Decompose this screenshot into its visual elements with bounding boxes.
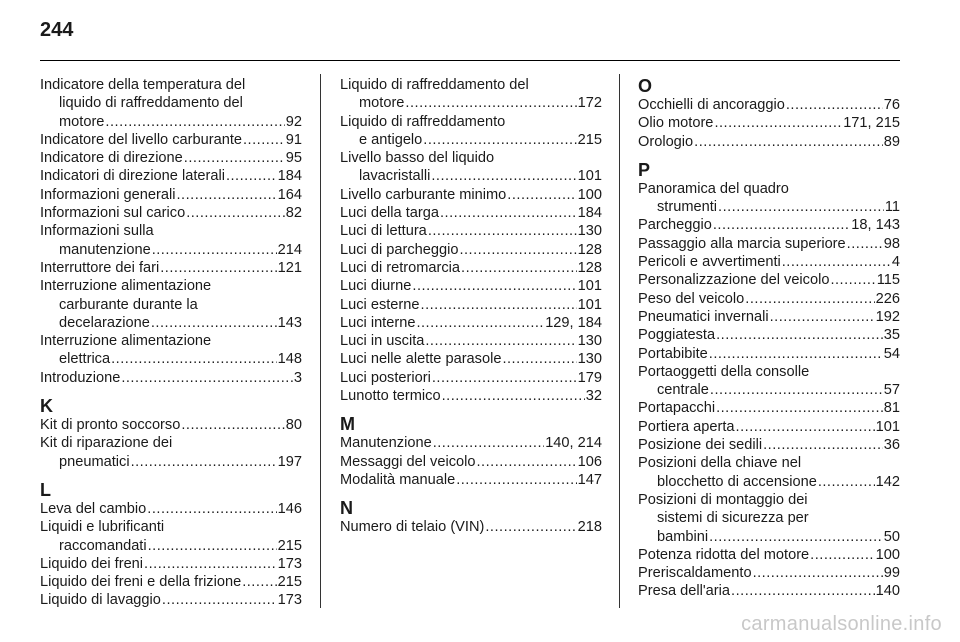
entry-term: Interruttore dei fari <box>40 259 160 276</box>
entry-page-numbers: 4 <box>891 254 900 271</box>
dot-leader <box>151 314 277 332</box>
entry-page-numbers: 11 <box>884 199 900 216</box>
entry-page-numbers: 99 <box>883 565 900 582</box>
entry-term: Livello basso del liquido <box>340 150 495 167</box>
entry-page-numbers: 95 <box>285 150 302 167</box>
entry-page-numbers: 140, 214 <box>545 435 602 452</box>
index-entry <box>638 114 900 132</box>
index-entry <box>340 350 602 368</box>
entry-page-numbers: 101 <box>577 278 602 295</box>
dot-leader <box>818 473 875 491</box>
dot-leader <box>431 167 576 185</box>
entry-page-numbers: 50 <box>883 528 900 545</box>
dot-leader <box>421 296 577 314</box>
entry-term: Luci diurne <box>340 278 412 295</box>
index-entry <box>40 591 302 609</box>
index-entry <box>340 434 602 452</box>
entry-page-numbers: 121 <box>277 259 302 276</box>
dot-leader <box>242 573 276 591</box>
index-entry <box>638 491 900 546</box>
entry-page-numbers: 130 <box>577 333 602 350</box>
index-letter-heading: L <box>40 479 51 500</box>
dot-leader <box>716 399 883 417</box>
dot-leader <box>440 204 577 222</box>
dot-leader <box>485 518 576 536</box>
dot-leader <box>226 167 277 185</box>
index-group <box>40 76 302 387</box>
entry-term: Interruzione alimentazione <box>40 333 212 350</box>
entry-page-numbers: 98 <box>883 235 900 252</box>
index-group <box>340 414 602 489</box>
index-entry <box>638 436 900 454</box>
entry-term: Liquido di raffreddamento <box>340 113 506 130</box>
dot-leader <box>847 235 883 253</box>
dot-leader <box>162 591 277 609</box>
column-separator <box>619 74 620 608</box>
index-entry <box>40 167 302 185</box>
entry-page-numbers: 192 <box>875 308 900 325</box>
index-column-3 <box>638 76 900 601</box>
index-entry <box>340 369 602 387</box>
entry-page-numbers: 89 <box>883 133 900 150</box>
entry-term: Liquido dei freni e della frizione <box>40 574 242 591</box>
index-letter-heading: M <box>340 414 355 435</box>
entry-term: Portaoggetti della consolle <box>638 363 810 380</box>
entry-term: motore <box>59 113 105 130</box>
entry-term: Livello carburante minimo <box>340 186 507 203</box>
entry-page-numbers: 128 <box>577 259 602 276</box>
entry-page-numbers: 173 <box>277 592 302 609</box>
entry-term: Liquido di lavaggio <box>40 592 161 609</box>
index-entry <box>638 345 900 363</box>
entry-term: Indicatore di direzione <box>40 150 183 167</box>
entry-term: elettrica <box>59 351 111 368</box>
dot-leader <box>753 564 883 582</box>
dot-leader <box>716 326 883 344</box>
entry-page-numbers: 81 <box>883 400 900 417</box>
dot-leader <box>476 453 576 471</box>
index-entry <box>40 573 302 591</box>
entry-term: Portabibite <box>638 345 708 362</box>
index-entry <box>40 259 302 277</box>
entry-page-numbers: 36 <box>883 437 900 454</box>
entry-term: Passaggio alla marcia superiore <box>638 235 846 252</box>
dot-leader <box>428 222 577 240</box>
entry-term: blocchetto di accensione <box>657 473 817 490</box>
dot-leader <box>810 546 874 564</box>
entry-page-numbers: 172 <box>577 95 602 112</box>
dot-leader <box>507 186 576 204</box>
entry-page-numbers: 214 <box>277 241 302 258</box>
entry-term: Informazioni generali <box>40 186 176 203</box>
entry-term: lavacristalli <box>359 168 431 185</box>
dot-leader <box>459 241 576 259</box>
index-entry <box>638 133 900 151</box>
dot-leader <box>405 94 576 112</box>
entry-term: Luci posteriori <box>340 369 431 386</box>
index-entry <box>40 500 302 518</box>
dot-leader <box>121 369 293 387</box>
index-group <box>638 160 900 601</box>
entry-page-numbers: 184 <box>577 205 602 222</box>
entry-term: Olio motore <box>638 115 714 132</box>
index-entry <box>340 277 602 295</box>
index-entry <box>40 186 302 204</box>
index-entry <box>638 180 900 217</box>
index-entry <box>638 271 900 289</box>
entry-term: centrale <box>657 382 709 399</box>
entry-term: Presa dell'aria <box>638 583 731 600</box>
entry-term: Luci interne <box>340 314 416 331</box>
index-entry <box>340 471 602 489</box>
dot-leader <box>713 216 850 234</box>
entry-term: liquido di raffreddamento del <box>59 95 243 112</box>
entry-page-numbers: 164 <box>277 186 302 203</box>
dot-leader <box>144 555 277 573</box>
entry-term: Luci della targa <box>340 205 439 222</box>
entry-term: Luci nelle alette parasole <box>340 351 502 368</box>
index-group <box>638 76 900 151</box>
entry-term: Posizioni della chiave nel <box>638 455 802 472</box>
entry-term: Liquido dei freni <box>40 555 144 572</box>
entry-term: Liquido di raffreddamento del <box>340 77 529 93</box>
entry-term: Luci in uscita <box>340 333 425 350</box>
entry-page-numbers: 129, 184 <box>545 314 602 331</box>
entry-page-numbers: 18, 143 <box>851 217 900 234</box>
entry-term: Personalizzazione del veicolo <box>638 272 830 289</box>
dot-leader <box>710 381 883 399</box>
entry-term: Liquidi e lubrificanti <box>40 519 165 536</box>
dot-leader <box>502 350 576 368</box>
entry-page-numbers: 130 <box>577 351 602 368</box>
index-entry <box>638 308 900 326</box>
entry-page-numbers: 100 <box>875 546 900 563</box>
entry-term: Pericoli e avvertimenti <box>638 254 781 271</box>
index-group <box>40 396 302 471</box>
dot-leader <box>243 131 285 149</box>
index-entry <box>638 363 900 400</box>
entry-page-numbers: 128 <box>577 241 602 258</box>
entry-term: bambini <box>657 528 709 545</box>
entry-term: Lunotto termico <box>340 388 441 405</box>
entry-term: Parcheggio <box>638 217 712 234</box>
index-entry <box>40 434 302 471</box>
dot-leader <box>786 96 883 114</box>
entry-page-numbers: 142 <box>875 473 900 490</box>
entry-page-numbers: 215 <box>577 131 602 148</box>
dot-leader <box>184 149 285 167</box>
entry-term: Luci di lettura <box>340 223 427 240</box>
index-entry <box>340 113 602 150</box>
index-entry <box>40 222 302 259</box>
entry-term: pneumatici <box>59 453 130 470</box>
entry-term: strumenti <box>657 199 718 216</box>
entry-page-numbers: 101 <box>577 168 602 185</box>
dot-leader <box>745 290 874 308</box>
entry-page-numbers: 146 <box>277 500 302 517</box>
entry-term: Peso del veicolo <box>638 290 745 307</box>
entry-page-numbers: 82 <box>285 205 302 222</box>
entry-term: Portapacchi <box>638 400 716 417</box>
entry-term: Preriscaldamento <box>638 565 752 582</box>
entry-term: Interruzione alimentazione <box>40 278 212 295</box>
index-entry <box>40 416 302 434</box>
index-column-2 <box>340 76 602 537</box>
index-entry <box>638 418 900 436</box>
index-entry <box>638 564 900 582</box>
dot-leader <box>181 416 284 434</box>
entry-term: Informazioni sul carico <box>40 205 186 222</box>
dot-leader <box>176 186 276 204</box>
index-column-1 <box>40 76 302 610</box>
entry-page-numbers: 32 <box>585 388 602 405</box>
entry-term: Orologio <box>638 133 694 150</box>
index-entry <box>340 387 602 405</box>
entry-term: Kit di pronto soccorso <box>40 417 181 434</box>
dot-leader <box>152 241 277 259</box>
dot-leader <box>423 131 576 149</box>
dot-leader <box>694 133 883 151</box>
index-letter-heading: K <box>40 396 53 417</box>
dot-leader <box>709 528 883 546</box>
index-entry <box>638 546 900 564</box>
index-entry <box>340 518 602 536</box>
column-separator <box>320 74 321 608</box>
index-entry <box>340 314 602 332</box>
dot-leader <box>830 271 875 289</box>
dot-leader <box>105 113 284 131</box>
index-entry <box>340 332 602 350</box>
entry-term: Modalità manuale <box>340 471 456 488</box>
entry-page-numbers: 197 <box>277 453 302 470</box>
dot-leader <box>782 253 891 271</box>
entry-page-numbers: 184 <box>277 168 302 185</box>
entry-page-numbers: 92 <box>285 113 302 130</box>
index-entry <box>340 296 602 314</box>
dot-leader <box>186 204 285 222</box>
entry-term: Informazioni sulla <box>40 223 154 240</box>
entry-page-numbers: 91 <box>285 131 302 148</box>
dot-leader <box>425 332 576 350</box>
entry-page-numbers: 80 <box>285 417 302 434</box>
index-entry <box>638 454 900 491</box>
index-group <box>340 498 602 536</box>
entry-term: Luci esterne <box>340 296 420 313</box>
entry-term: Indicatore del livello carburante <box>40 131 242 148</box>
entry-page-numbers: 143 <box>277 314 302 331</box>
entry-page-numbers: 3 <box>293 369 302 386</box>
dot-leader <box>433 434 545 452</box>
index-group <box>340 76 602 405</box>
index-entry <box>340 222 602 240</box>
index-entry <box>638 399 900 417</box>
entry-term: decelarazione <box>59 314 150 331</box>
entry-term: Panoramica del quadro <box>638 180 789 197</box>
entry-term: Occhielli di ancoraggio <box>638 97 785 113</box>
index-entry <box>40 131 302 149</box>
dot-leader <box>442 387 585 405</box>
entry-page-numbers: 218 <box>577 519 602 536</box>
entry-page-numbers: 147 <box>577 471 602 488</box>
index-entry <box>638 290 900 308</box>
index-entry <box>40 204 302 222</box>
index-entry <box>40 332 302 369</box>
entry-page-numbers: 115 <box>876 272 900 289</box>
index-entry <box>638 253 900 271</box>
dot-leader <box>416 314 544 332</box>
dot-leader <box>718 198 884 216</box>
index-letter-heading: P <box>638 159 651 180</box>
entry-page-numbers: 140 <box>875 583 900 600</box>
entry-term: sistemi di sicurezza per <box>657 510 809 527</box>
entry-term: Leva del cambio <box>40 500 147 517</box>
index-entry <box>638 326 900 344</box>
entry-term: Portiera aperta <box>638 418 735 435</box>
dot-leader <box>770 308 875 326</box>
entry-page-numbers: 226 <box>875 290 900 307</box>
index-entry <box>340 186 602 204</box>
dot-leader <box>432 369 577 387</box>
entry-term: Pneumatici invernali <box>638 308 769 325</box>
entry-term: carburante durante la <box>59 296 198 313</box>
entry-term: Numero di telaio (VIN) <box>340 519 485 536</box>
entry-term: Messaggi del veicolo <box>340 453 476 470</box>
entry-page-numbers: 57 <box>883 382 900 399</box>
entry-page-numbers: 35 <box>883 327 900 344</box>
dot-leader <box>131 453 277 471</box>
dot-leader <box>111 350 277 368</box>
dot-leader <box>412 277 576 295</box>
dot-leader <box>714 114 842 132</box>
header-rule <box>40 60 900 61</box>
entry-term: Posizioni di montaggio dei <box>638 491 808 508</box>
entry-page-numbers: 179 <box>577 369 602 386</box>
index-entry <box>40 555 302 573</box>
dot-leader <box>736 418 875 436</box>
index-entry <box>340 149 602 186</box>
entry-term: Introduzione <box>40 369 121 386</box>
entry-term: Potenza ridotta del motore <box>638 546 810 563</box>
index-entry <box>340 241 602 259</box>
dot-leader <box>148 537 277 555</box>
entry-term: raccomandati <box>59 537 147 554</box>
entry-term: Posizione dei sedili <box>638 437 763 454</box>
index-entry <box>40 277 302 332</box>
entry-term: Poggiatesta <box>638 327 716 344</box>
dot-leader <box>147 500 276 518</box>
entry-term: Luci di retromarcia <box>340 259 461 276</box>
entry-page-numbers: 101 <box>875 418 900 435</box>
entry-term: Indicatore della temperatura del <box>40 77 246 93</box>
index-entry <box>340 453 602 471</box>
index-entry <box>340 259 602 277</box>
entry-page-numbers: 148 <box>277 351 302 368</box>
entry-page-numbers: 54 <box>883 345 900 362</box>
index-entry <box>638 235 900 253</box>
entry-page-numbers: 100 <box>577 186 602 203</box>
index-entry <box>40 518 302 555</box>
index-entry <box>40 149 302 167</box>
index-entry <box>340 76 602 113</box>
dot-leader <box>160 259 276 277</box>
entry-term: motore <box>359 95 405 112</box>
dot-leader <box>461 259 577 277</box>
entry-page-numbers: 215 <box>277 537 302 554</box>
index-entry <box>340 204 602 222</box>
index-letter-heading: O <box>638 76 653 96</box>
entry-page-numbers: 171, 215 <box>843 115 900 132</box>
entry-page-numbers: 106 <box>577 453 602 470</box>
dot-leader <box>763 436 883 454</box>
entry-term: Manutenzione <box>340 435 432 452</box>
entry-page-numbers: 101 <box>577 296 602 313</box>
dot-leader <box>709 345 883 363</box>
watermark: carmanualsonline.info <box>741 613 942 635</box>
entry-term: Luci di parcheggio <box>340 241 459 258</box>
index-entry <box>40 369 302 387</box>
index-entry <box>638 96 900 114</box>
entry-term: Kit di riparazione dei <box>40 435 173 452</box>
entry-term: e antigelo <box>359 131 423 148</box>
index-letter-heading: N <box>340 498 353 519</box>
index-entry <box>638 582 900 600</box>
index-group <box>40 480 302 610</box>
entry-page-numbers: 173 <box>277 555 302 572</box>
dot-leader <box>731 582 875 600</box>
entry-term: Indicatori di direzione laterali <box>40 168 225 185</box>
entry-term: manutenzione <box>59 241 151 258</box>
index-entry <box>40 76 302 131</box>
entry-page-numbers: 130 <box>577 223 602 240</box>
entry-page-numbers: 76 <box>883 97 900 113</box>
dot-leader <box>456 471 576 489</box>
page-number: 244 <box>40 19 74 41</box>
entry-page-numbers: 215 <box>277 574 302 591</box>
index-entry <box>638 216 900 234</box>
